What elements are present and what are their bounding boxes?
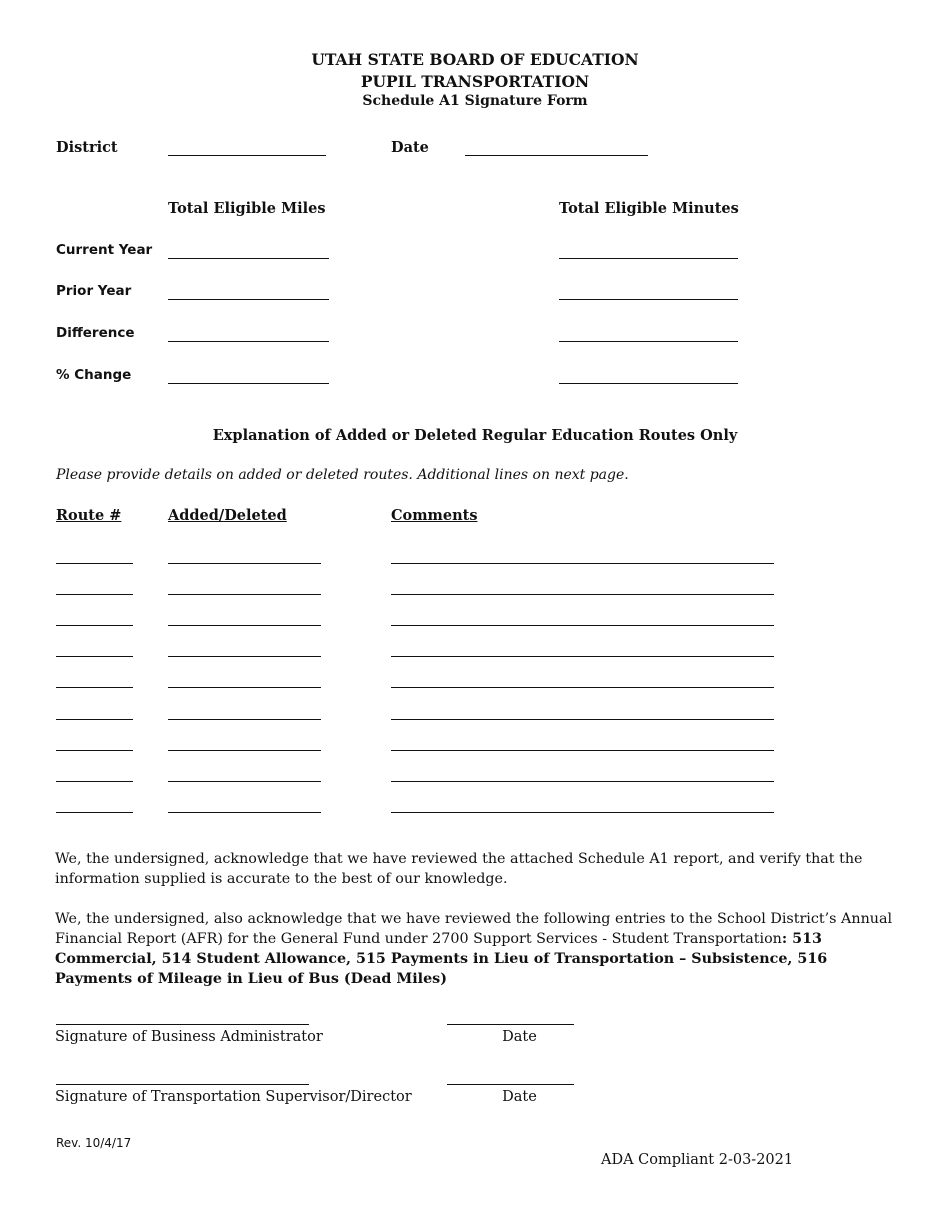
district-label: District xyxy=(56,139,118,156)
prior-year-minutes-field[interactable] xyxy=(559,299,738,300)
route-number-field[interactable] xyxy=(56,781,133,782)
acknowledgement-accounts-list: : 513 Commercial, 514 Student Allowance, 515 Payments in Lieu of Transportation – Subsistence, 516 Payments of Mileage in Lieu of Bus (Dead Miles) xyxy=(55,931,828,987)
percent-change-minutes-field[interactable] xyxy=(559,383,738,384)
transportation-director-signature-field[interactable] xyxy=(56,1084,309,1085)
prior-year-miles-field[interactable] xyxy=(168,299,329,300)
route-number-field[interactable] xyxy=(56,625,133,626)
comments-field[interactable] xyxy=(391,594,774,595)
acknowledgement-paragraph-1: We, the undersigned, acknowledge that we have reviewed the attached Schedule A1 report, and verify that the information supplied is accurate to the best of our knowledge. xyxy=(55,851,863,887)
transportation-director-date-label: Date xyxy=(502,1089,537,1105)
row-label-percent-change: % Change xyxy=(56,367,132,383)
acknowledgement-paragraph-2 xyxy=(55,909,895,989)
route-number-field[interactable] xyxy=(56,750,133,751)
route-number-field[interactable] xyxy=(56,594,133,595)
comments-field[interactable] xyxy=(391,750,774,751)
dept-title: PUPIL TRANSPORTATION xyxy=(360,72,590,91)
business-admin-date-field[interactable] xyxy=(447,1024,574,1025)
added-deleted-field[interactable] xyxy=(168,719,321,720)
comments-field[interactable] xyxy=(391,687,774,688)
date-field[interactable] xyxy=(465,155,648,156)
district-field[interactable] xyxy=(168,155,326,156)
routes-heading: Explanation of Added or Deleted Regular Education Routes Only xyxy=(212,427,738,444)
ada-compliance-note: ADA Compliant 2-03-2021 xyxy=(601,1152,794,1168)
added-deleted-field[interactable] xyxy=(168,687,321,688)
row-label-current-year: Current Year xyxy=(56,242,153,258)
added-deleted-field[interactable] xyxy=(168,781,321,782)
comments-field[interactable] xyxy=(391,781,774,782)
routes-instructions: Please provide details on added or deleted routes. Additional lines on next page. xyxy=(56,467,629,483)
route-number-field[interactable] xyxy=(56,563,133,564)
column-header-added-deleted: Added/Deleted xyxy=(168,507,287,524)
percent-change-miles-field[interactable] xyxy=(168,383,329,384)
current-year-minutes-field[interactable] xyxy=(559,258,738,259)
added-deleted-field[interactable] xyxy=(168,812,321,813)
column-header-route: Route # xyxy=(56,507,122,524)
row-label-prior-year: Prior Year xyxy=(56,283,132,299)
comments-field[interactable] xyxy=(391,625,774,626)
added-deleted-field[interactable] xyxy=(168,563,321,564)
difference-minutes-field[interactable] xyxy=(559,341,738,342)
miles-header: Total Eligible Miles xyxy=(168,200,326,217)
difference-miles-field[interactable] xyxy=(168,341,329,342)
comments-field[interactable] xyxy=(391,563,774,564)
minutes-header: Total Eligible Minutes xyxy=(559,200,739,217)
transportation-director-signature-label: Signature of Transportation Supervisor/Director xyxy=(55,1089,412,1105)
comments-field[interactable] xyxy=(391,656,774,657)
comments-field[interactable] xyxy=(391,719,774,720)
added-deleted-field[interactable] xyxy=(168,625,321,626)
acknowledgement-paragraph-2-text: We, the undersigned, also acknowledge that we have reviewed the following entries to the School District’s Annual Financial Report (AFR) for the General Fund under 2700 Support Services - Student Transportation xyxy=(55,911,893,947)
comments-field[interactable] xyxy=(391,812,774,813)
added-deleted-field[interactable] xyxy=(168,750,321,751)
revision-note: Rev. 10/4/17 xyxy=(56,1136,132,1150)
route-number-field[interactable] xyxy=(56,812,133,813)
route-number-field[interactable] xyxy=(56,656,133,657)
added-deleted-field[interactable] xyxy=(168,594,321,595)
form-title: Schedule A1 Signature Form xyxy=(362,93,588,109)
route-number-field[interactable] xyxy=(56,687,133,688)
route-number-field[interactable] xyxy=(56,719,133,720)
business-admin-signature-field[interactable] xyxy=(56,1024,309,1025)
transportation-director-date-field[interactable] xyxy=(447,1084,574,1085)
business-admin-signature-label: Signature of Business Administrator xyxy=(55,1029,323,1045)
date-label: Date xyxy=(391,139,429,156)
column-header-comments: Comments xyxy=(391,507,478,524)
business-admin-date-label: Date xyxy=(502,1029,537,1045)
current-year-miles-field[interactable] xyxy=(168,258,329,259)
row-label-difference: Difference xyxy=(56,325,135,341)
org-title: UTAH STATE BOARD OF EDUCATION xyxy=(311,50,639,69)
added-deleted-field[interactable] xyxy=(168,656,321,657)
